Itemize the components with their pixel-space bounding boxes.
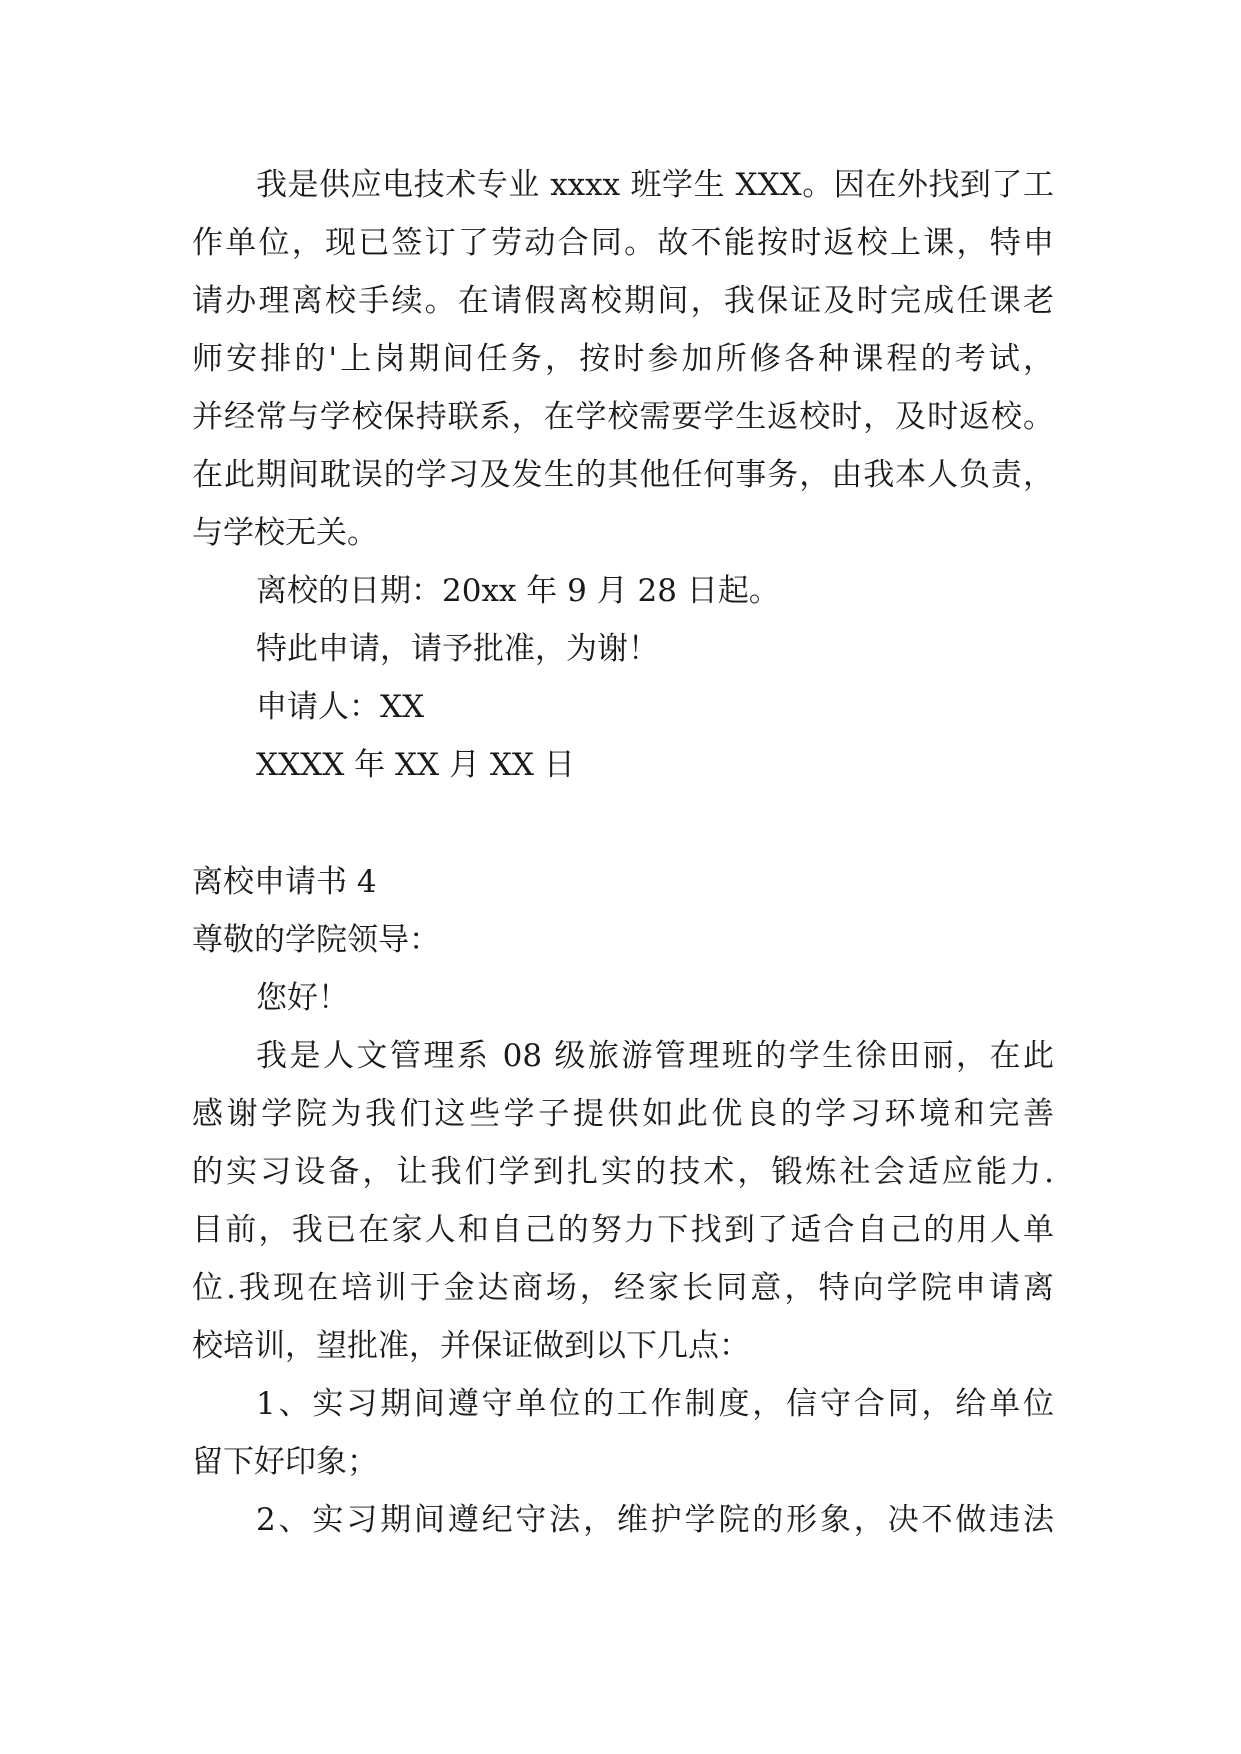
text-line: 2、实习期间遵纪守法，维护学院的形象，决不做违法 [256,1502,1054,1538]
text-line: 在此期间耽误的学习及发生的其他任何事务，由我本人负责， [192,457,1054,493]
text-line: 感谢学院为我们这些学子提供如此优良的学习环境和完善 [192,1096,1054,1132]
text-line: 我是人文管理系 08 级旅游管理班的学生徐田丽，在此 [256,1038,1054,1074]
signature-date: XXXX 年 XX 月 XX 日 [256,747,575,783]
text-line: 位.我现在培训于金达商场，经家长同意，特向学院申请离 [192,1270,1054,1306]
text-line: 我是供应电技术专业 xxxx 班学生 XXX。因在外找到了工 [256,167,1054,203]
salutation: 尊敬的学院领导： [192,922,440,958]
text-line: 作单位，现已签订了劳动合同。故不能按时返校上课，特申 [192,225,1054,261]
text-line: 1、实习期间遵守单位的工作制度，信守合同，给单位 [256,1386,1054,1422]
greeting: 您好！ [256,980,349,1016]
text-line: 的实习设备，让我们学到扎实的技术，锻炼社会适应能力. [192,1154,1054,1190]
text-line: 校培训，望批准，并保证做到以下几点： [192,1328,750,1364]
text-line: 目前，我已在家人和自己的努力下找到了适合自己的用人单 [192,1212,1054,1248]
text-line: 留下好印象； [192,1444,378,1480]
text-line: 师安排的'上岗期间任务，按时参加所修各种课程的考试， [192,341,1054,377]
leave-date: 离校的日期：20xx 年 9 月 28 日起。 [256,573,780,609]
text-line: 并经常与学校保持联系，在学校需要学生返校时，及时返校。 [192,399,1054,435]
text-line: 与学校无关。 [192,515,378,551]
closing-line: 特此申请，请予批准，为谢！ [256,631,659,667]
section-title: 离校申请书 4 [192,864,377,900]
applicant-line: 申请人：XX [256,689,425,725]
text-line: 请办理离校手续。在请假离校期间，我保证及时完成任课老 [192,283,1054,319]
